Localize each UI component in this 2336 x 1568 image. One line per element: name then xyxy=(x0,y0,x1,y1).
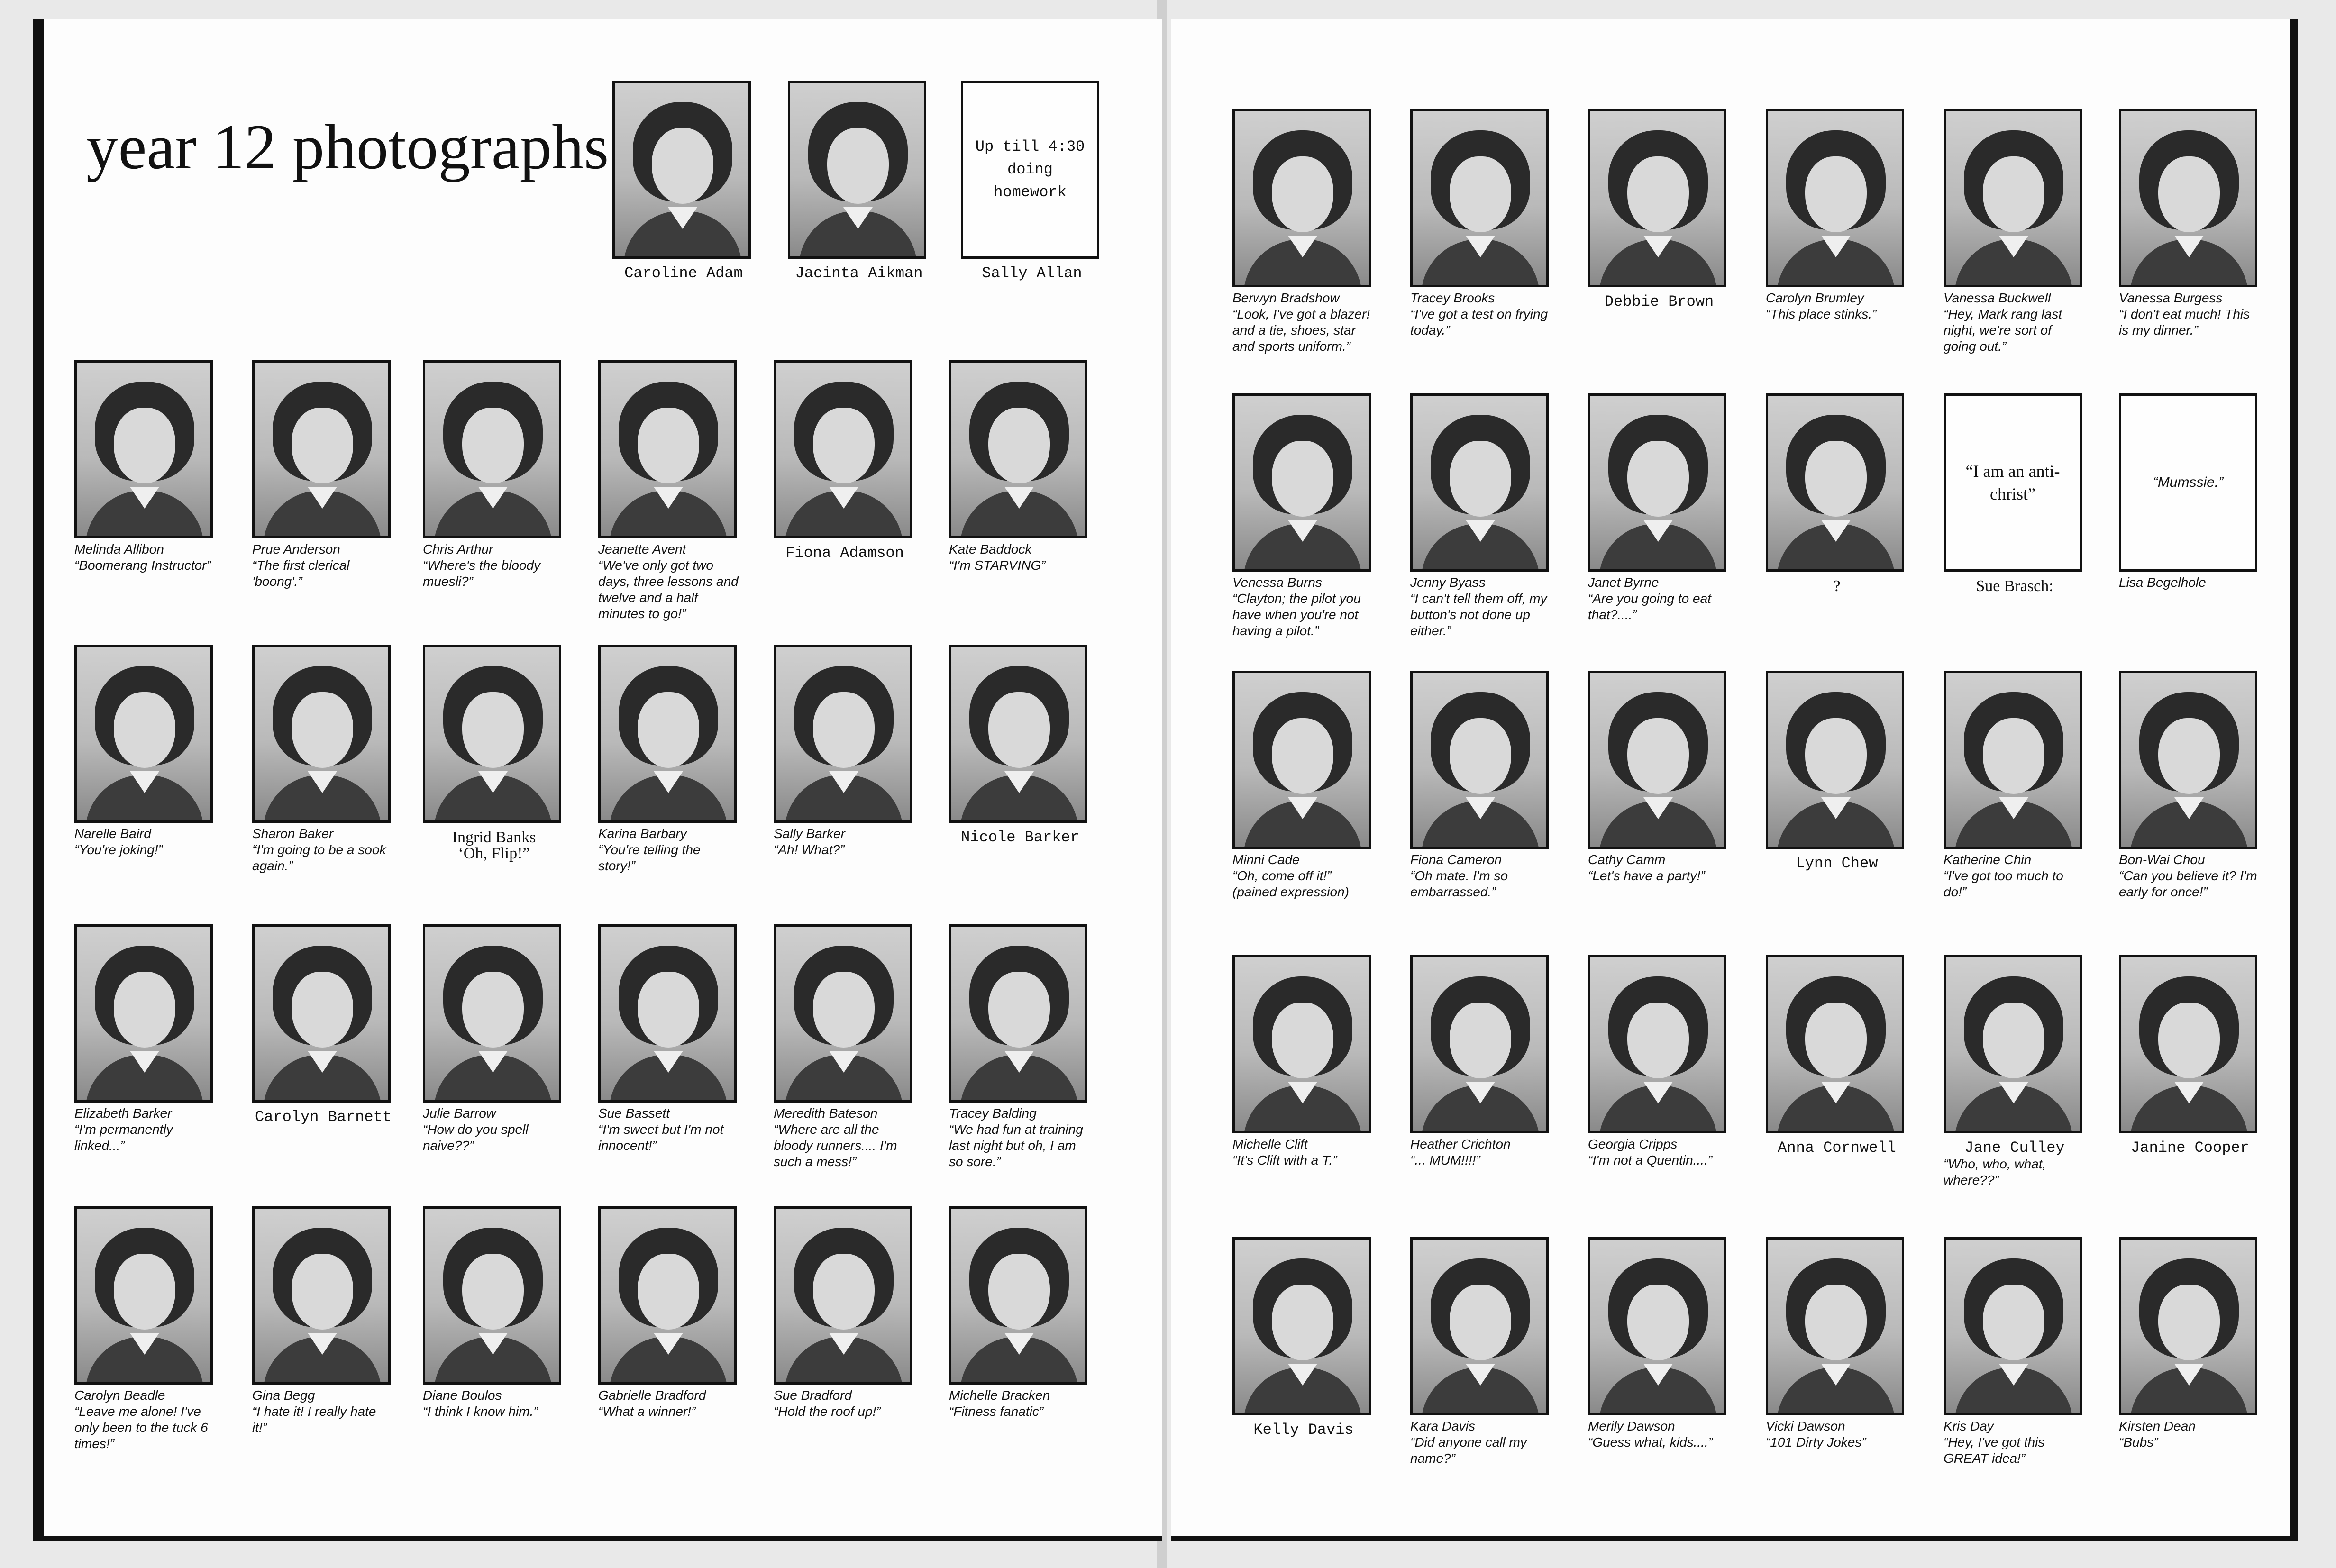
student-name: Melinda Allibon xyxy=(74,542,164,556)
student-name: Lynn Chew xyxy=(1796,855,1878,872)
student-entry xyxy=(423,1206,565,1420)
student-quote: “Leave me alone! I've only been to the tuck 6 times!” xyxy=(74,1404,208,1451)
student-entry xyxy=(2119,109,2261,338)
portrait-face xyxy=(1272,1285,1333,1360)
student-name: Katherine Chin xyxy=(1944,852,2032,867)
photo-placeholder-text: “I am an anti-christ” xyxy=(1965,462,2060,503)
portrait-face xyxy=(1450,441,1511,517)
portrait-face xyxy=(1983,718,2044,794)
student-name: Sue Bradford xyxy=(774,1388,852,1403)
student-quote: “I'm sweet but I'm not innocent!” xyxy=(598,1122,724,1153)
page-title: year 12 photographs xyxy=(86,112,609,182)
student-quote: “Let's have a party!” xyxy=(1588,868,1705,883)
student-entry xyxy=(1410,671,1552,900)
student-name: Minni Cade xyxy=(1232,852,1300,867)
student-name: Kara Davis xyxy=(1410,1419,1475,1433)
student-quote: “Clayton; the pilot you have when you're not having a pilot.” xyxy=(1232,591,1361,638)
student-entry xyxy=(252,360,394,590)
student-name: Tracey Brooks xyxy=(1410,291,1495,305)
student-name: Fiona Adamson xyxy=(785,544,904,562)
student-quote: “I've got a test on frying today.” xyxy=(1410,307,1548,337)
student-entry xyxy=(252,924,394,1125)
portrait-face xyxy=(1627,1003,1689,1078)
student-quote: “... MUM!!!!” xyxy=(1410,1153,1480,1167)
student-photo xyxy=(1588,1237,1726,1415)
student-entry xyxy=(788,81,930,282)
portrait-face xyxy=(813,972,875,1048)
portrait-face xyxy=(2158,156,2220,232)
student-name: Venessa Burns xyxy=(1232,575,1322,590)
portrait-face xyxy=(652,128,713,204)
student-entry xyxy=(423,645,565,862)
student-quote: “I've got too much to do!” xyxy=(1944,868,2063,899)
student-quote: “Where's the bloody muesli?” xyxy=(423,558,541,589)
student-quote: “101 Dirty Jokes” xyxy=(1766,1435,1866,1449)
student-name: Kirsten Dean xyxy=(2119,1419,2196,1433)
student-entry xyxy=(598,645,740,874)
portrait-face xyxy=(1805,1285,1867,1360)
student-quote: “I think I know him.” xyxy=(423,1404,538,1419)
right-page xyxy=(1171,19,2298,1541)
student-entry xyxy=(1232,671,1375,900)
student-name: Jane Culley xyxy=(1964,1139,2065,1157)
student-photo xyxy=(1766,955,1904,1133)
student-name: Vanessa Buckwell xyxy=(1944,291,2051,305)
student-quote: “I can't tell them off, my button's not done up either.” xyxy=(1410,591,1547,638)
student-photo xyxy=(252,360,391,538)
student-quote: “Are you going to eat that?....” xyxy=(1588,591,1711,622)
student-entry xyxy=(949,924,1091,1170)
portrait-face xyxy=(1450,718,1511,794)
student-quote: “Hey, I've got this GREAT idea!” xyxy=(1944,1435,2045,1466)
student-name: Anna Cornwell xyxy=(1778,1139,1896,1157)
portrait-face xyxy=(114,692,175,768)
photo-placeholder-box xyxy=(2119,393,2257,572)
student-name: Jeanette Avent xyxy=(598,542,686,556)
student-photo xyxy=(1766,109,1904,287)
student-quote: “I don't eat much! This is my dinner.” xyxy=(2119,307,2250,337)
student-quote: “I hate it! I really hate it!” xyxy=(252,1404,376,1435)
student-quote: “Oh mate. I'm so embarrassed.” xyxy=(1410,868,1508,899)
student-photo xyxy=(252,924,391,1103)
student-name: Sally Barker xyxy=(774,826,845,841)
portrait-face xyxy=(292,692,353,768)
portrait-face xyxy=(462,972,524,1048)
student-name: Caroline Adam xyxy=(624,264,743,282)
student-quote: “What a winner!” xyxy=(598,1404,696,1419)
student-photo xyxy=(1766,1237,1904,1415)
portrait-face xyxy=(1805,718,1867,794)
student-quote: “Guess what, kids....” xyxy=(1588,1435,1713,1449)
student-photo xyxy=(774,360,912,538)
student-name: Chris Arthur xyxy=(423,542,493,556)
student-entry xyxy=(423,360,565,590)
student-entry xyxy=(612,81,755,282)
student-photo xyxy=(949,1206,1087,1385)
photo-placeholder-text: “Mumssie.” xyxy=(2153,474,2224,490)
photo-placeholder-box xyxy=(1944,393,2082,572)
student-quote: “Where are all the bloody runners.... I'm such a mess!” xyxy=(774,1122,897,1169)
student-name: Elizabeth Barker xyxy=(74,1106,172,1121)
student-quote: “Oh, come off it!” (pained expression) xyxy=(1232,868,1349,899)
student-entry xyxy=(1588,393,1730,623)
student-entry xyxy=(961,81,1103,282)
student-photo xyxy=(2119,1237,2257,1415)
student-photo xyxy=(1944,955,2082,1133)
student-name: Diane Boulos xyxy=(423,1388,502,1403)
student-photo xyxy=(1944,1237,2082,1415)
portrait-face xyxy=(1272,156,1333,232)
student-entry xyxy=(252,645,394,874)
portrait-face xyxy=(1805,1003,1867,1078)
student-quote: “Can you believe it? I'm early for once!” xyxy=(2119,868,2257,899)
portrait-face xyxy=(2158,718,2220,794)
student-entry xyxy=(1232,393,1375,639)
portrait-face xyxy=(638,1254,699,1330)
student-quote: “It's Clift with a T.” xyxy=(1232,1153,1337,1167)
student-quote: “Bubs” xyxy=(2119,1435,2158,1449)
left-page xyxy=(33,19,1162,1541)
student-name: Carolyn Beadle xyxy=(74,1388,165,1403)
portrait-face xyxy=(1627,1285,1689,1360)
student-name: Sharon Baker xyxy=(252,826,334,841)
student-entry xyxy=(774,924,916,1170)
student-entry xyxy=(2119,671,2261,900)
student-quote: “We've only got two days, three lessons and twelve and a half minutes to go!” xyxy=(598,558,739,621)
student-entry xyxy=(74,360,217,574)
portrait-face xyxy=(292,1254,353,1330)
student-entry xyxy=(1232,955,1375,1168)
student-name: Merily Dawson xyxy=(1588,1419,1675,1433)
student-name: Julie Barrow xyxy=(423,1106,496,1121)
student-name: Kris Day xyxy=(1944,1419,1994,1433)
student-photo xyxy=(1944,109,2082,287)
student-entry xyxy=(1410,393,1552,639)
student-entry xyxy=(1588,671,1730,884)
student-entry xyxy=(1944,109,2086,355)
student-entry xyxy=(1232,109,1375,355)
student-photo xyxy=(788,81,926,259)
student-quote: “I'm permanently linked...” xyxy=(74,1122,173,1153)
student-entry xyxy=(1944,955,2086,1188)
student-photo xyxy=(598,645,737,823)
student-name: Vicki Dawson xyxy=(1766,1419,1845,1433)
student-name: Georgia Cripps xyxy=(1588,1137,1678,1151)
portrait-face xyxy=(1627,156,1689,232)
student-name: Cathy Camm xyxy=(1588,852,1666,867)
portrait-face xyxy=(1627,441,1689,517)
portrait-face xyxy=(1272,1003,1333,1078)
photo-placeholder-text: Up till 4:30 doing homework xyxy=(975,138,1085,201)
portrait-face xyxy=(813,1254,875,1330)
portrait-face xyxy=(1983,1285,2044,1360)
student-photo xyxy=(1410,109,1549,287)
student-quote: “You're telling the story!” xyxy=(598,842,701,873)
student-photo xyxy=(2119,671,2257,849)
student-name: Michelle Clift xyxy=(1232,1137,1308,1151)
student-photo xyxy=(74,645,213,823)
student-quote: “Hey, Mark rang last night, we're sort of going out.” xyxy=(1944,307,2062,354)
student-photo xyxy=(1410,955,1549,1133)
student-name: Kelly Davis xyxy=(1253,1421,1354,1439)
student-quote: “You're joking!” xyxy=(74,842,163,857)
student-photo xyxy=(252,645,391,823)
student-name: Tracey Balding xyxy=(949,1106,1037,1121)
student-quote: “Fitness fanatic” xyxy=(949,1404,1044,1419)
student-entry xyxy=(1410,955,1552,1168)
portrait-face xyxy=(813,692,875,768)
student-name: Bon-Wai Chou xyxy=(2119,852,2205,867)
student-photo xyxy=(949,924,1087,1103)
student-entry xyxy=(1588,955,1730,1168)
portrait-face xyxy=(462,1254,524,1330)
student-photo xyxy=(423,1206,561,1385)
student-name: Gina Begg xyxy=(252,1388,315,1403)
portrait-face xyxy=(1450,1003,1511,1078)
student-entry xyxy=(949,645,1091,846)
student-photo xyxy=(1410,671,1549,849)
student-photo xyxy=(1232,393,1371,572)
student-entry xyxy=(1410,1237,1552,1467)
portrait-face xyxy=(1983,156,2044,232)
student-entry xyxy=(1588,109,1730,310)
portrait-face xyxy=(114,972,175,1048)
student-name: Prue Anderson xyxy=(252,542,340,556)
student-entry xyxy=(598,360,740,622)
student-name: Vanessa Burgess xyxy=(2119,291,2223,305)
student-photo xyxy=(1410,393,1549,572)
student-entry xyxy=(1944,1237,2086,1467)
student-name: Fiona Cameron xyxy=(1410,852,1502,867)
student-name: ? xyxy=(1833,577,1841,595)
portrait-face xyxy=(1450,156,1511,232)
student-name: Heather Crichton xyxy=(1410,1137,1511,1151)
student-entry xyxy=(2119,1237,2261,1450)
student-name: Carolyn Brumley xyxy=(1766,291,1864,305)
student-name: Sally Allan xyxy=(982,264,1082,282)
student-entry xyxy=(74,924,217,1154)
student-name: Ingrid Banks xyxy=(452,829,536,846)
portrait-face xyxy=(813,408,875,483)
student-name: Michelle Bracken xyxy=(949,1388,1050,1403)
portrait-face xyxy=(638,972,699,1048)
student-photo xyxy=(774,924,912,1103)
student-name: Nicole Barker xyxy=(961,829,1079,846)
student-quote: “This place stinks.” xyxy=(1766,307,1877,321)
student-entry xyxy=(252,1206,394,1436)
student-photo xyxy=(423,360,561,538)
student-name: Berwyn Bradshow xyxy=(1232,291,1340,305)
student-entry xyxy=(74,645,217,858)
portrait-face xyxy=(114,1254,175,1330)
portrait-face xyxy=(827,128,889,204)
portrait-face xyxy=(2158,1003,2220,1078)
student-entry xyxy=(774,1206,916,1420)
student-name: Janet Byrne xyxy=(1588,575,1659,590)
portrait-face xyxy=(462,408,524,483)
student-entry xyxy=(2119,955,2261,1156)
student-entry xyxy=(74,1206,217,1452)
student-quote: “Did anyone call my name?” xyxy=(1410,1435,1527,1466)
student-entry xyxy=(949,1206,1091,1420)
student-entry xyxy=(598,924,740,1154)
student-photo xyxy=(598,360,737,538)
portrait-face xyxy=(292,408,353,483)
student-name: Debbie Brown xyxy=(1604,293,1714,310)
student-photo xyxy=(949,360,1087,538)
student-photo xyxy=(1588,955,1726,1133)
portrait-face xyxy=(114,408,175,483)
student-quote: “How do you spell naive??” xyxy=(423,1122,529,1153)
student-quote: “Look, I've got a blazer! and a tie, shoes, star and sports uniform.” xyxy=(1232,307,1370,354)
student-photo xyxy=(1410,1237,1549,1415)
student-photo xyxy=(2119,109,2257,287)
student-photo xyxy=(1766,393,1904,572)
student-photo xyxy=(74,924,213,1103)
photo-placeholder-box xyxy=(961,81,1099,259)
student-photo xyxy=(774,645,912,823)
student-name: Jenny Byass xyxy=(1410,575,1486,590)
student-entry xyxy=(1766,109,1908,322)
student-photo xyxy=(949,645,1087,823)
student-quote: “I'm not a Quentin....” xyxy=(1588,1153,1713,1167)
student-photo xyxy=(1766,671,1904,849)
student-photo xyxy=(1232,955,1371,1133)
student-entry xyxy=(598,1206,740,1420)
student-entry xyxy=(774,360,916,561)
student-name: Sue Bassett xyxy=(598,1106,670,1121)
student-name: Gabrielle Bradford xyxy=(598,1388,706,1403)
student-entry xyxy=(1410,109,1552,338)
student-quote: “I'm going to be a sook again.” xyxy=(252,842,386,873)
portrait-face xyxy=(1627,718,1689,794)
student-photo xyxy=(1232,109,1371,287)
student-quote: “Boomerang Instructor” xyxy=(74,558,211,573)
student-photo xyxy=(74,1206,213,1385)
student-entry xyxy=(1944,671,2086,900)
student-photo xyxy=(774,1206,912,1385)
student-quote: ‘Oh, Flip!” xyxy=(458,845,530,862)
student-quote: “Who, who, what, where??” xyxy=(1944,1157,2046,1187)
student-entry xyxy=(1766,1237,1908,1450)
student-photo xyxy=(612,81,751,259)
student-name: Sue Brasch: xyxy=(1976,577,2053,595)
portrait-face xyxy=(638,408,699,483)
student-photo xyxy=(598,924,737,1103)
student-photo xyxy=(1232,671,1371,849)
portrait-face xyxy=(638,692,699,768)
student-photo xyxy=(423,645,561,823)
portrait-face xyxy=(1272,441,1333,517)
student-photo xyxy=(598,1206,737,1385)
portrait-face xyxy=(2158,1285,2220,1360)
student-name: Carolyn Barnett xyxy=(255,1108,392,1126)
student-entry xyxy=(774,645,916,858)
student-name: Narelle Baird xyxy=(74,826,151,841)
portrait-face xyxy=(988,692,1050,768)
portrait-face xyxy=(462,692,524,768)
student-entry xyxy=(1588,1237,1730,1450)
student-quote: “I'm STARVING” xyxy=(949,558,1046,573)
student-photo xyxy=(1944,671,2082,849)
student-entry xyxy=(1766,671,1908,872)
portrait-face xyxy=(1805,441,1867,517)
student-quote: “We had fun at training last night but oh, I am so sore.” xyxy=(949,1122,1083,1169)
student-entry xyxy=(1766,955,1908,1156)
student-photo xyxy=(1588,671,1726,849)
student-entry xyxy=(423,924,565,1154)
portrait-face xyxy=(1450,1285,1511,1360)
portrait-face xyxy=(1272,718,1333,794)
student-name: Janine Cooper xyxy=(2131,1139,2249,1157)
student-entry xyxy=(949,360,1091,574)
portrait-face xyxy=(988,1254,1050,1330)
student-photo xyxy=(74,360,213,538)
student-photo xyxy=(1232,1237,1371,1415)
student-photo xyxy=(423,924,561,1103)
portrait-face xyxy=(1805,156,1867,232)
student-entry xyxy=(1232,1237,1375,1438)
portrait-face xyxy=(988,408,1050,483)
student-quote: “Hold the roof up!” xyxy=(774,1404,881,1419)
portrait-face xyxy=(988,972,1050,1048)
student-quote: “The first clerical 'boong'.” xyxy=(252,558,350,589)
student-entry xyxy=(1944,393,2086,594)
student-name: Karina Barbary xyxy=(598,826,687,841)
portrait-face xyxy=(1983,1003,2044,1078)
student-entry xyxy=(1766,393,1908,594)
student-photo xyxy=(1588,393,1726,572)
student-photo xyxy=(2119,955,2257,1133)
student-photo xyxy=(252,1206,391,1385)
student-name: Jacinta Aikman xyxy=(795,264,923,282)
student-name: Kate Baddock xyxy=(949,542,1032,556)
student-entry xyxy=(2119,393,2261,591)
student-photo xyxy=(1588,109,1726,287)
student-quote: “Ah! What?” xyxy=(774,842,845,857)
portrait-face xyxy=(292,972,353,1048)
student-name: Meredith Bateson xyxy=(774,1106,878,1121)
student-name: Lisa Begelhole xyxy=(2119,575,2206,590)
